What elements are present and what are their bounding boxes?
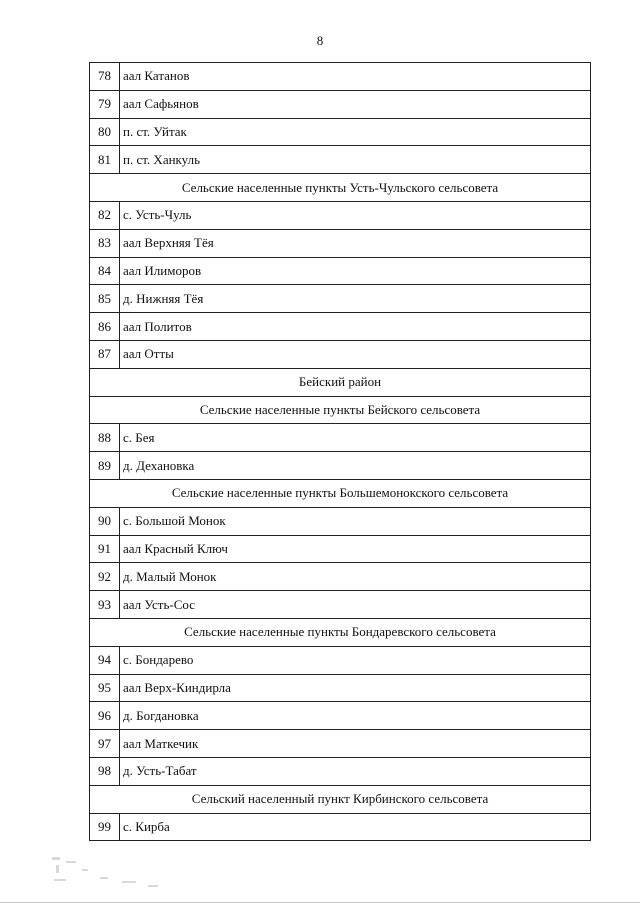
table-row bbox=[90, 229, 591, 257]
row-number: 85 bbox=[90, 285, 120, 313]
settlement-name: аал Маткечик bbox=[120, 730, 591, 758]
row-number: 93 bbox=[90, 591, 120, 619]
settlement-name: с. Усть-Чуль bbox=[120, 201, 591, 229]
table-row bbox=[90, 424, 591, 452]
table-row bbox=[90, 285, 591, 313]
table-row bbox=[90, 118, 591, 146]
row-number: 89 bbox=[90, 452, 120, 480]
scan-stamp-mark bbox=[52, 855, 162, 895]
settlements-table bbox=[89, 62, 591, 841]
table-row bbox=[90, 730, 591, 758]
settlement-name: с. Большой Монок bbox=[120, 507, 591, 535]
table-row bbox=[90, 313, 591, 341]
page-number: 8 bbox=[316, 33, 324, 48]
settlement-name: д. Малый Монок bbox=[120, 563, 591, 591]
table-row bbox=[90, 63, 591, 91]
settlement-name: с. Кирба bbox=[120, 813, 591, 841]
row-number: 87 bbox=[90, 340, 120, 368]
table-row bbox=[90, 702, 591, 730]
row-number: 96 bbox=[90, 702, 120, 730]
row-number: 91 bbox=[90, 535, 120, 563]
section-header-row bbox=[90, 785, 591, 813]
row-number: 80 bbox=[90, 118, 120, 146]
table-row bbox=[90, 201, 591, 229]
row-number: 99 bbox=[90, 813, 120, 841]
section-header: Сельские населенные пункты Бейского сельсовета bbox=[90, 396, 591, 424]
table-row bbox=[90, 340, 591, 368]
row-number: 95 bbox=[90, 674, 120, 702]
table-row bbox=[90, 674, 591, 702]
settlement-name: д. Богдановка bbox=[120, 702, 591, 730]
row-number: 92 bbox=[90, 563, 120, 591]
row-number: 79 bbox=[90, 90, 120, 118]
section-header-row bbox=[90, 174, 591, 202]
table-row bbox=[90, 90, 591, 118]
page-bottom-edge bbox=[0, 902, 640, 903]
row-number: 83 bbox=[90, 229, 120, 257]
settlement-name: аал Катанов bbox=[120, 63, 591, 91]
table-row bbox=[90, 646, 591, 674]
row-number: 78 bbox=[90, 63, 120, 91]
table-row bbox=[90, 507, 591, 535]
section-header-row bbox=[90, 618, 591, 646]
settlement-name: с. Бея bbox=[120, 424, 591, 452]
settlement-name: д. Нижняя Тёя bbox=[120, 285, 591, 313]
settlement-name: д. Усть-Табат bbox=[120, 757, 591, 785]
section-header-row bbox=[90, 368, 591, 396]
section-header: Сельские населенные пункты Бондаревского сельсовета bbox=[90, 618, 591, 646]
table-row bbox=[90, 146, 591, 174]
settlement-name: аал Красный Ключ bbox=[120, 535, 591, 563]
section-header: Сельские населенные пункты Усть-Чульского сельсовета bbox=[90, 174, 591, 202]
table-row bbox=[90, 257, 591, 285]
table-row bbox=[90, 535, 591, 563]
row-number: 81 bbox=[90, 146, 120, 174]
row-number: 90 bbox=[90, 507, 120, 535]
section-header: Сельские населенные пункты Большемонокского сельсовета bbox=[90, 479, 591, 507]
settlement-name: аал Сафьянов bbox=[120, 90, 591, 118]
settlements-table-body bbox=[90, 63, 591, 841]
settlement-name: п. ст. Ханкуль bbox=[120, 146, 591, 174]
settlement-name: аал Верхняя Тёя bbox=[120, 229, 591, 257]
table-row bbox=[90, 591, 591, 619]
row-number: 84 bbox=[90, 257, 120, 285]
section-header: Бейский район bbox=[90, 368, 591, 396]
row-number: 94 bbox=[90, 646, 120, 674]
settlement-name: д. Дехановка bbox=[120, 452, 591, 480]
settlement-name: аал Усть-Сос bbox=[120, 591, 591, 619]
settlement-name: аал Политов bbox=[120, 313, 591, 341]
section-header-row bbox=[90, 479, 591, 507]
row-number: 88 bbox=[90, 424, 120, 452]
table-row bbox=[90, 757, 591, 785]
row-number: 86 bbox=[90, 313, 120, 341]
section-header: Сельский населенный пункт Кирбинского сельсовета bbox=[90, 785, 591, 813]
settlement-name: аал Верх-Киндирла bbox=[120, 674, 591, 702]
settlement-name: п. ст. Уйтак bbox=[120, 118, 591, 146]
table-row bbox=[90, 813, 591, 841]
row-number: 97 bbox=[90, 730, 120, 758]
table-row bbox=[90, 452, 591, 480]
section-header-row bbox=[90, 396, 591, 424]
settlement-name: аал Отты bbox=[120, 340, 591, 368]
row-number: 98 bbox=[90, 757, 120, 785]
row-number: 82 bbox=[90, 201, 120, 229]
settlement-name: с. Бондарево bbox=[120, 646, 591, 674]
table-row bbox=[90, 563, 591, 591]
settlement-name: аал Илиморов bbox=[120, 257, 591, 285]
